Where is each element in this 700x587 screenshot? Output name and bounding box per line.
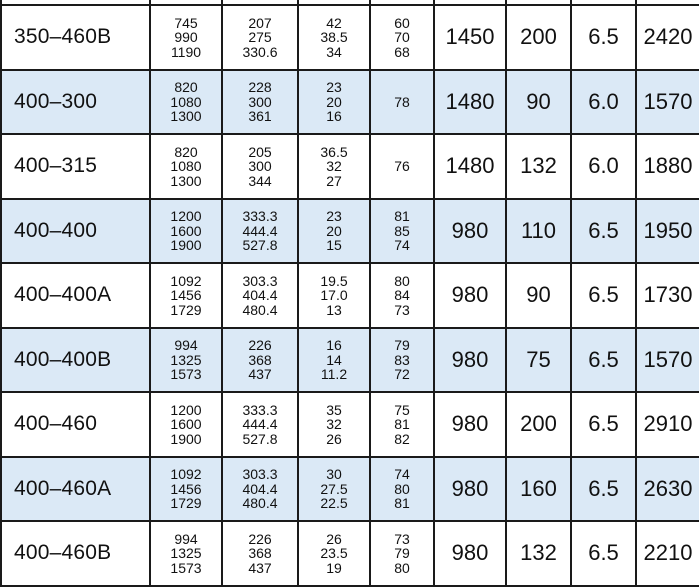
head-cell [222,392,298,457]
efficiency-cell-value: 14 [326,351,342,368]
npsh-cell-value: 76 [394,158,410,174]
npsh-cell-value: 80 [394,272,410,289]
head-cell-value: 226 [248,530,272,547]
efficiency-cell [298,457,370,522]
efficiency-cell-value: 16 [326,337,342,353]
efficiency-cell [298,263,370,328]
efficiency-cell-value: 19 [326,559,342,576]
speed-cell: 980 [434,328,506,393]
table-body [1,0,699,586]
flow-cell-value: 994 [174,530,198,547]
weight-cell: 1950 [636,199,699,264]
efficiency-cell-value: 30 [326,466,342,482]
flow-cell-value: 1900 [170,430,202,447]
flow-cell-value: 745 [174,14,198,31]
efficiency-cell-value: 42 [326,14,342,31]
npsh-cell-value: 79 [394,545,410,561]
efficiency-cell [298,328,370,393]
npsh-cell-value: 79 [394,337,410,353]
value-cell: 6.5 [571,199,636,264]
flow-cell [150,521,222,586]
npsh-cell-value: 73 [394,530,410,547]
efficiency-cell-value: 23.5 [320,545,348,561]
flow-cell-value: 1200 [170,208,202,224]
flow-cell [150,199,222,264]
efficiency-cell-value: 19.5 [320,272,348,289]
value-cell: 6.5 [571,263,636,328]
flow-cell-value: 1200 [170,401,202,418]
npsh-cell [370,5,434,70]
head-cell-value: 300 [248,93,272,110]
weight-cell: 2910 [636,392,699,457]
head-cell [222,5,298,70]
flow-cell-value: 820 [174,143,198,160]
head-cell [222,263,298,328]
flow-cell-value: 1900 [170,237,202,253]
table-row [1,457,699,522]
flow-cell-value: 1729 [170,301,202,318]
flow-cell-value: 1456 [170,287,202,303]
flow-cell-value: 1573 [170,559,202,576]
npsh-cell-value: 85 [394,222,410,239]
head-cell-value: 444.4 [242,416,278,432]
power-cell: 132 [506,134,571,199]
flow-cell-value: 1325 [170,351,202,368]
efficiency-cell-value: 35 [326,401,342,418]
head-cell-value: 368 [248,351,272,368]
value-cell: 6.5 [571,5,636,70]
flow-cell [150,328,222,393]
flow-cell-value: 1573 [170,366,202,382]
table-row [1,263,699,328]
head-cell-value: 275 [248,29,272,45]
head-cell-value: 205 [248,143,272,160]
model-cell: 400–300 [1,70,150,135]
head-cell-value: 404.4 [242,480,278,497]
npsh-cell-value: 73 [394,301,410,318]
table-row [1,5,699,70]
npsh-cell [370,457,434,522]
flow-cell-value: 1600 [170,416,202,432]
efficiency-cell-value: 26 [326,430,342,447]
npsh-cell-value: 81 [394,495,410,511]
npsh-cell-value: 74 [394,237,410,253]
head-cell-value: 228 [248,79,272,95]
efficiency-cell [298,199,370,264]
npsh-cell-value: 80 [394,559,410,576]
flow-cell [150,392,222,457]
efficiency-cell-value: 11.2 [320,366,348,382]
value-cell: 6.5 [571,521,636,586]
efficiency-cell-value: 22.5 [320,495,348,511]
efficiency-cell-value: 20 [326,222,342,239]
efficiency-cell-value: 27.5 [320,480,348,497]
weight-cell: 2420 [636,5,699,70]
head-cell-value: 303.3 [242,466,278,482]
power-cell: 110 [506,199,571,264]
head-cell-value: 226 [248,337,272,353]
efficiency-cell-value: 23 [326,208,342,224]
head-cell-value: 527.8 [242,430,278,447]
npsh-cell-value: 81 [394,208,410,224]
table-row [1,328,699,393]
table-row [1,392,699,457]
speed-cell: 980 [434,521,506,586]
model-cell: 400–400 [1,199,150,264]
efficiency-cell [298,392,370,457]
flow-cell-value: 1190 [170,43,202,60]
value-cell: 6.0 [571,134,636,199]
head-cell-value: 361 [248,108,272,124]
efficiency-cell-value: 17.0 [320,287,348,303]
flow-cell-value: 1600 [170,222,202,239]
head-cell-value: 333.3 [242,208,278,224]
power-cell: 160 [506,457,571,522]
efficiency-cell [298,5,370,70]
head-cell-value: 330.6 [242,43,278,60]
npsh-cell-value: 80 [394,480,410,497]
model-cell: 400–460 [1,392,150,457]
npsh-cell [370,134,434,199]
speed-cell: 980 [434,457,506,522]
flow-cell-value: 990 [174,29,198,45]
npsh-cell-value: 84 [394,287,410,303]
flow-cell-value: 820 [174,79,198,95]
npsh-cell-value: 81 [394,416,410,432]
power-cell: 90 [506,263,571,328]
head-cell-value: 404.4 [242,287,278,303]
weight-cell: 2210 [636,521,699,586]
npsh-cell [370,70,434,135]
npsh-cell-value: 75 [394,401,410,418]
head-cell-value: 480.4 [242,495,278,511]
flow-cell-value: 1080 [170,93,202,110]
npsh-cell-value: 74 [394,466,410,482]
head-cell-value: 344 [248,172,272,189]
flow-cell [150,263,222,328]
efficiency-cell-value: 23 [326,79,342,95]
table-row [1,521,699,586]
npsh-cell-value: 68 [394,43,410,60]
efficiency-cell-value: 26 [326,530,342,547]
power-cell: 90 [506,70,571,135]
efficiency-cell-value: 16 [326,108,342,124]
npsh-cell [370,199,434,264]
weight-cell: 1570 [636,70,699,135]
npsh-cell-value: 60 [394,14,410,31]
efficiency-cell-value: 34 [326,43,342,60]
npsh-cell-value: 72 [394,366,410,382]
flow-cell-value: 1300 [170,172,202,189]
value-cell: 6.5 [571,457,636,522]
table-row [1,70,699,135]
flow-cell-value: 994 [174,337,198,353]
value-cell: 6.0 [571,70,636,135]
flow-cell [150,70,222,135]
model-cell: 400–460A [1,457,150,522]
efficiency-cell-value: 32 [326,416,342,432]
npsh-cell [370,263,434,328]
efficiency-cell-value: 36.5 [320,143,348,160]
flow-cell-value: 1456 [170,480,202,497]
power-cell: 132 [506,521,571,586]
head-cell-value: 300 [248,158,272,174]
npsh-cell [370,392,434,457]
model-cell: 400–315 [1,134,150,199]
speed-cell: 1450 [434,5,506,70]
speed-cell: 1480 [434,134,506,199]
efficiency-cell-value: 38.5 [320,29,348,45]
efficiency-cell-value: 20 [326,93,342,110]
flow-cell-value: 1092 [170,466,202,482]
head-cell-value: 207 [248,14,272,31]
head-cell [222,328,298,393]
npsh-cell [370,328,434,393]
speed-cell: 980 [434,392,506,457]
efficiency-cell-value: 13 [326,301,342,318]
efficiency-cell [298,521,370,586]
table-row [1,199,699,264]
model-cell: 400–460B [1,521,150,586]
head-cell [222,134,298,199]
head-cell-value: 437 [248,559,272,576]
flow-cell-value: 1092 [170,272,202,289]
weight-cell: 2630 [636,457,699,522]
value-cell: 6.5 [571,328,636,393]
power-cell: 200 [506,392,571,457]
flow-cell [150,5,222,70]
head-cell-value: 480.4 [242,301,278,318]
flow-cell-value: 1080 [170,158,202,174]
model-cell: 350–460B [1,5,150,70]
flow-cell-value: 1325 [170,545,202,561]
table-row [1,134,699,199]
power-cell: 75 [506,328,571,393]
weight-cell: 1570 [636,328,699,393]
head-cell-value: 444.4 [242,222,278,239]
npsh-cell [370,521,434,586]
speed-cell: 980 [434,263,506,328]
efficiency-cell [298,134,370,199]
weight-cell: 1730 [636,263,699,328]
npsh-cell-value: 83 [394,351,410,368]
head-cell [222,457,298,522]
flow-cell [150,134,222,199]
npsh-cell-value: 82 [394,430,410,447]
efficiency-cell-value: 32 [326,158,342,174]
head-cell-value: 368 [248,545,272,561]
model-cell: 400–400B [1,328,150,393]
speed-cell: 980 [434,199,506,264]
flow-cell [150,457,222,522]
head-cell [222,521,298,586]
value-cell: 6.5 [571,392,636,457]
power-cell: 200 [506,5,571,70]
head-cell [222,199,298,264]
head-cell [222,70,298,135]
efficiency-cell-value: 27 [326,172,342,189]
model-cell: 400–400A [1,263,150,328]
flow-cell-value: 1300 [170,108,202,124]
weight-cell: 1880 [636,134,699,199]
flow-cell-value: 1729 [170,495,202,511]
efficiency-cell-value: 15 [326,237,342,253]
head-cell-value: 333.3 [242,401,278,418]
npsh-cell-value: 70 [394,29,410,45]
efficiency-cell [298,70,370,135]
head-cell-value: 303.3 [242,272,278,289]
npsh-cell-value: 78 [394,93,410,110]
head-cell-value: 437 [248,366,272,382]
head-cell-value: 527.8 [242,237,278,253]
speed-cell: 1480 [434,70,506,135]
